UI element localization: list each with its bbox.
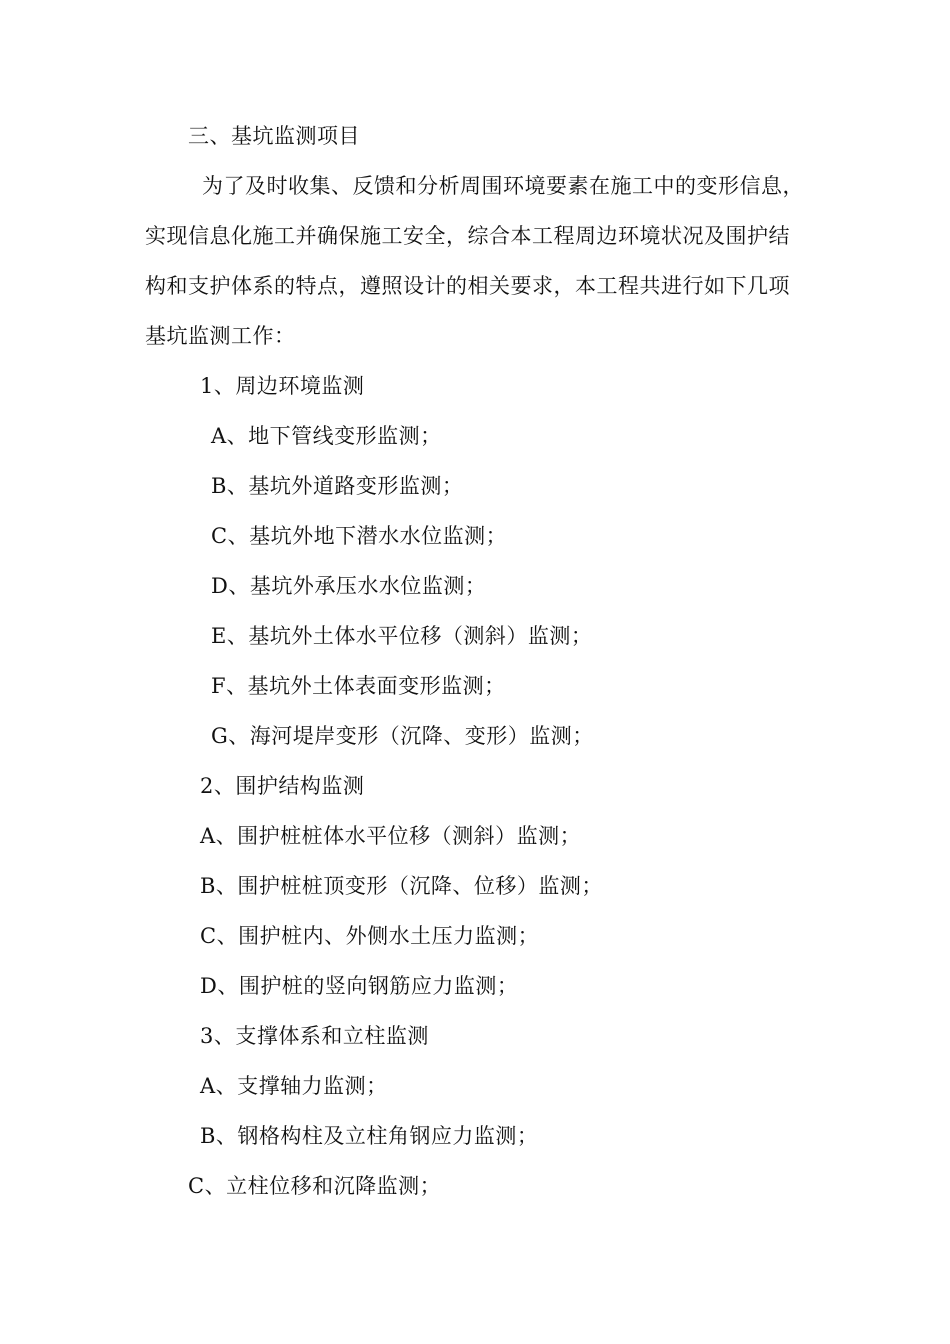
group-3-item-c: C、立柱位移和沉降监测； xyxy=(188,1174,442,1198)
intro-line-4: 基坑监测工作： xyxy=(145,324,296,348)
group-1-item-d: D、基坑外承压水水位监测； xyxy=(211,574,487,598)
section-heading: 三、基坑监测项目 xyxy=(188,124,360,148)
group-1-item-b: B、基坑外道路变形监测； xyxy=(211,474,464,498)
group-2-item-c: C、围护桩内、外侧水土压力监测； xyxy=(200,924,540,948)
group-2-item-a: A、围护桩桩体水平位移（测斜）监测； xyxy=(200,824,582,848)
intro-line-1: 为了及时收集、反馈和分析周围环境要素在施工中的变形信息， xyxy=(202,174,804,198)
group-2-item-b: B、围护桩桩顶变形（沉降、位移）监测； xyxy=(200,874,603,898)
group-1-item-f: F、基坑外土体表面变形监测； xyxy=(211,674,506,698)
group-1-title: 1、周边环境监测 xyxy=(200,374,365,398)
intro-line-3: 构和支护体系的特点，遵照设计的相关要求，本工程共进行如下几项 xyxy=(145,274,790,298)
group-2-title: 2、围护结构监测 xyxy=(200,774,365,798)
group-1-item-a: A、地下管线变形监测； xyxy=(211,424,442,448)
group-1-item-e: E、基坑外土体水平位移（测斜）监测； xyxy=(211,624,593,648)
group-3-item-b: B、钢格构柱及立柱角钢应力监测； xyxy=(200,1124,539,1148)
group-2-item-d: D、围护桩的竖向钢筋应力监测； xyxy=(200,974,519,998)
group-1-item-c: C、基坑外地下潜水水位监测； xyxy=(211,524,508,548)
group-3-title: 3、支撑体系和立柱监测 xyxy=(200,1024,429,1048)
intro-line-2: 实现信息化施工并确保施工安全，综合本工程周边环境状况及围护结 xyxy=(145,224,790,248)
group-3-item-a: A、支撑轴力监测； xyxy=(200,1074,388,1098)
group-1-item-g: G、海河堤岸变形（沉降、变形）监测； xyxy=(211,724,594,748)
